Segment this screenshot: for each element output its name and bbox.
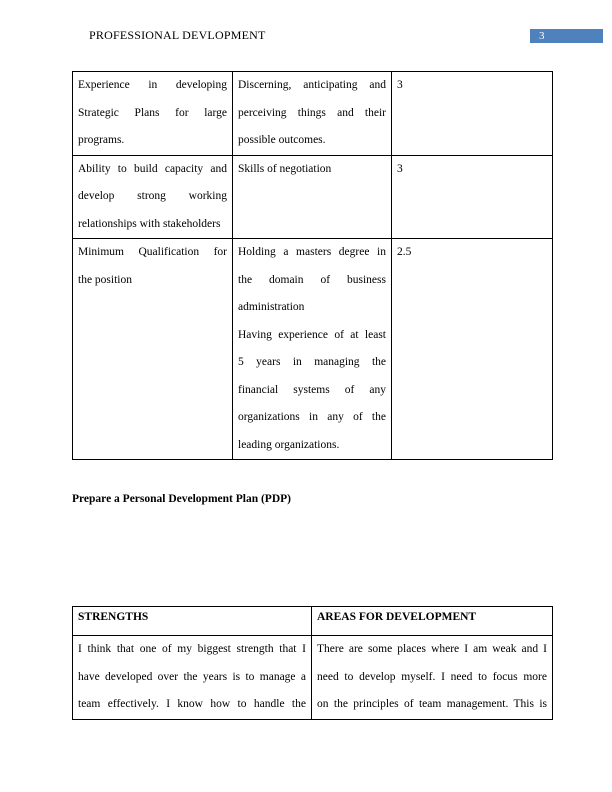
- table-row: [73, 636, 553, 720]
- skill-cell: Discerning, anticipating and perceiving things and their possible outcomes.: [233, 72, 392, 156]
- requirement-cell: Minimum Qualification for the position: [73, 239, 233, 460]
- requirement-cell: Ability to build capacity and develop strong working relationships with stakeholders: [73, 155, 233, 239]
- competency-table: [72, 71, 553, 460]
- skill-cell: Holding a masters degree in the domain of business administration Having experience of at least 5 years in managing the financial systems of any organizations in any of the leading organizations.: [233, 239, 392, 460]
- table-row: [73, 155, 553, 239]
- running-header: PROFESSIONAL DEVLOPMENT: [89, 28, 266, 42]
- table-row: [73, 239, 553, 460]
- score-cell: 3: [392, 155, 553, 239]
- page-number: 3: [530, 29, 603, 43]
- score-cell: 2.5: [392, 239, 553, 460]
- pdp-table: [72, 606, 553, 720]
- strengths-header: STRENGTHS: [73, 607, 312, 636]
- table-header-row: [73, 607, 553, 636]
- development-header: AREAS FOR DEVELOPMENT: [312, 607, 553, 636]
- requirement-cell: Experience in developing Strategic Plans for large programs.: [73, 72, 233, 156]
- section-heading: Prepare a Personal Development Plan (PDP): [72, 493, 291, 505]
- score-cell: 3: [392, 72, 553, 156]
- table-row: [73, 72, 553, 156]
- strengths-cell: I think that one of my biggest strength that I have developed over the years is to manage a team effectively. I know how to handle the: [73, 636, 312, 720]
- development-cell: There are some places where I am weak and I need to develop myself. I need to focus more on the principles of team management. This is: [312, 636, 553, 720]
- skill-cell: Skills of negotiation: [233, 155, 392, 239]
